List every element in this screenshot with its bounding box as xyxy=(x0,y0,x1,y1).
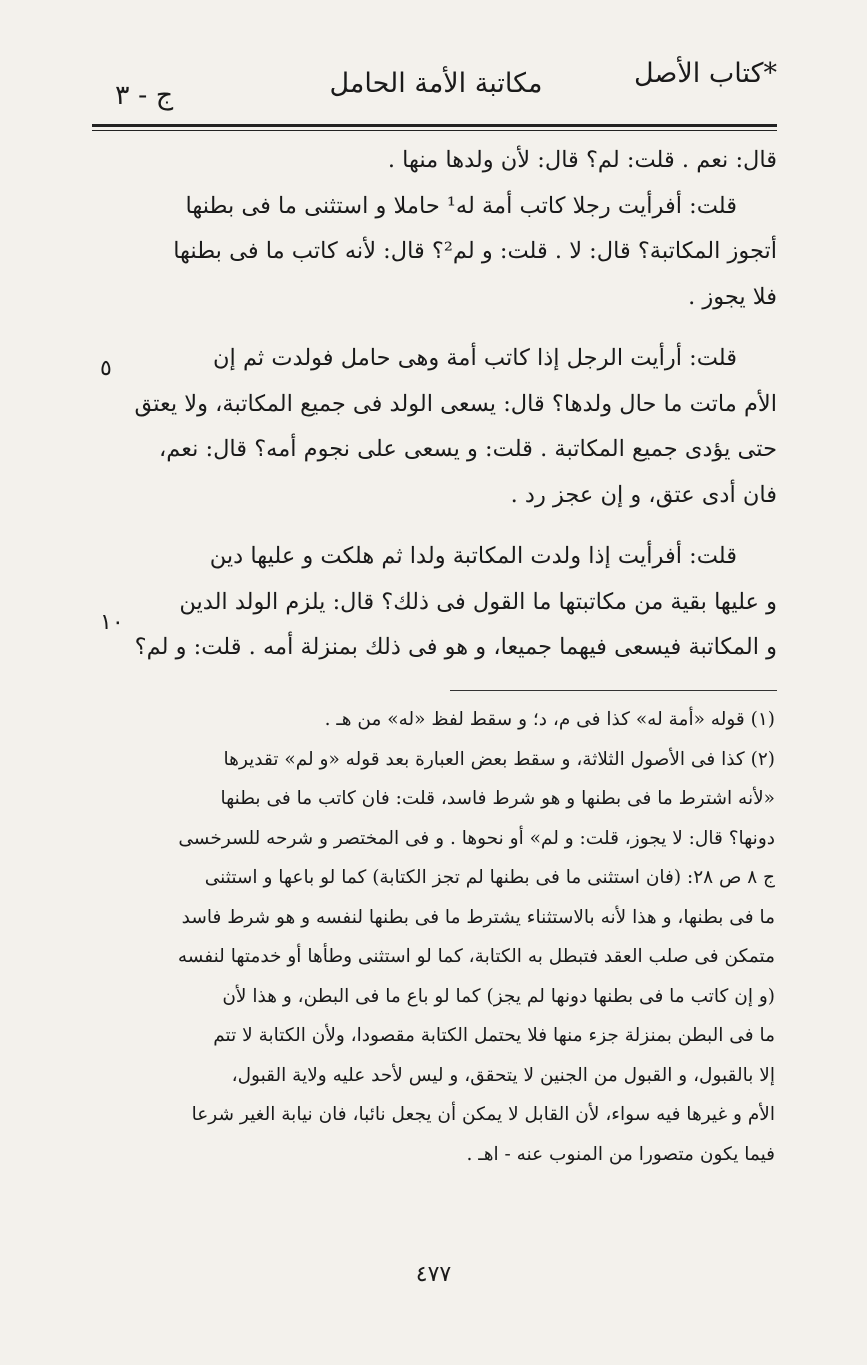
footnote-line: الأم و غيرها فيه سواء، لأن القابل لا يمكن أن يجعل نائبا، فان نيابة الغير شرعا xyxy=(191,1104,775,1125)
book-title: *كتاب الأصل xyxy=(633,58,777,89)
footnote-line: «لأنه اشترط ما فى بطنها و هو شرط فاسد، قلت: فان كاتب ما فى بطنها xyxy=(220,788,775,809)
page-number: ٤٧٧ xyxy=(415,1262,452,1287)
text-line: قال: نعم . قلت: لم؟ قال: لأن ولدها منها . xyxy=(387,147,777,173)
footnotes xyxy=(100,700,775,1174)
header-rule-thick xyxy=(92,124,777,127)
text-line: فلا يجوز . xyxy=(688,283,777,310)
text-line: أتجوز المكاتبة؟ قال: لا . قلت: و لم²؟ قال: لأنه كاتب ما فى بطنها xyxy=(173,238,777,264)
header-rule-thin xyxy=(92,130,777,131)
footnote-separator xyxy=(450,690,777,691)
text-line: قلت: أرأيت الرجل إذا كاتب أمة وهى حامل فولدت ثم إن xyxy=(213,345,737,371)
text-line: حتى يؤدى جميع المكاتبة . قلت: و يسعى على نجوم أمه؟ قال: نعم، xyxy=(159,436,777,462)
text-line: و المكاتبة فيسعى فيهما جميعا، و هو فى ذلك بمنزلة أمه . قلت: و لم؟ xyxy=(134,634,777,660)
footnote-line: (٢) كذا فى الأصول الثلاثة، و سقط بعض العبارة بعد قوله «و لم» تقديرها xyxy=(223,748,775,770)
running-header xyxy=(95,58,777,118)
footnote-line: إلا بالقبول، و القبول من الجنين لا يتحقق، و ليس لأحد عليه ولاية القبول، xyxy=(231,1064,775,1086)
volume-label: ج - ٣ xyxy=(115,80,174,111)
text-line: فان أدى عتق، و إن عجز رد . xyxy=(510,481,777,508)
line-number-5: ٥ xyxy=(100,356,112,381)
main-text xyxy=(128,138,777,671)
footnote-line: متمكن فى صلب العقد فتبطل به الكتابة، كما لو استثنى وطأها أو خدمتها لنفسه xyxy=(177,946,775,967)
footnote-line: ما فى البطن بمنزلة جزء منها فلا يحتمل الكتابة مقصودا، ولأن الكتابة لا تتم xyxy=(213,1025,775,1046)
footnote-line: دونها؟ قال: لا يجوز، قلت: و لم» أو نحوها . و فى المختصر و شرحه للسرخسى xyxy=(178,827,775,849)
line-number-10: ١٠ xyxy=(100,610,124,635)
text-line: الأم ماتت ما حال ولدها؟ قال: يسعى الولد فى جميع المكاتبة، ولا يعتق xyxy=(134,390,777,417)
text-line: قلت: أفرأيت إذا ولدت المكاتبة ولدا ثم هلكت و عليها دين xyxy=(209,543,737,569)
chapter-title: مكاتبة الأمة الحامل xyxy=(329,68,543,99)
footnote-line: (١) قوله «أمة له» كذا فى م، د؛ و سقط لفظ «له» من هـ . xyxy=(324,709,775,730)
footnote-line: فيما يكون متصورا من المنوب عنه - اهـ . xyxy=(466,1143,775,1165)
text-line: قلت: أفرأيت رجلا كاتب أمة له¹ حاملا و استثنى ما فى بطنها xyxy=(185,192,737,219)
text-line: و عليها بقية من مكاتبتها ما القول فى ذلك؟ قال: يلزم الولد الدين xyxy=(179,588,777,615)
footnote-line: (و إن كاتب ما فى بطنها دونها لم يجز) كما لو باع ما فى البطن، و هذا لأن xyxy=(222,985,775,1007)
footnote-line: ج ٨ ص ٢٨: (فان استثنى ما فى بطنها لم تجز الكتابة) كما لو باعها و استثنى xyxy=(204,867,775,888)
footnote-line: ما فى بطنها، و هذا لأنه بالاستثناء يشترط ما فى بطنها لنفسه و هو شرط فاسد xyxy=(181,906,775,928)
